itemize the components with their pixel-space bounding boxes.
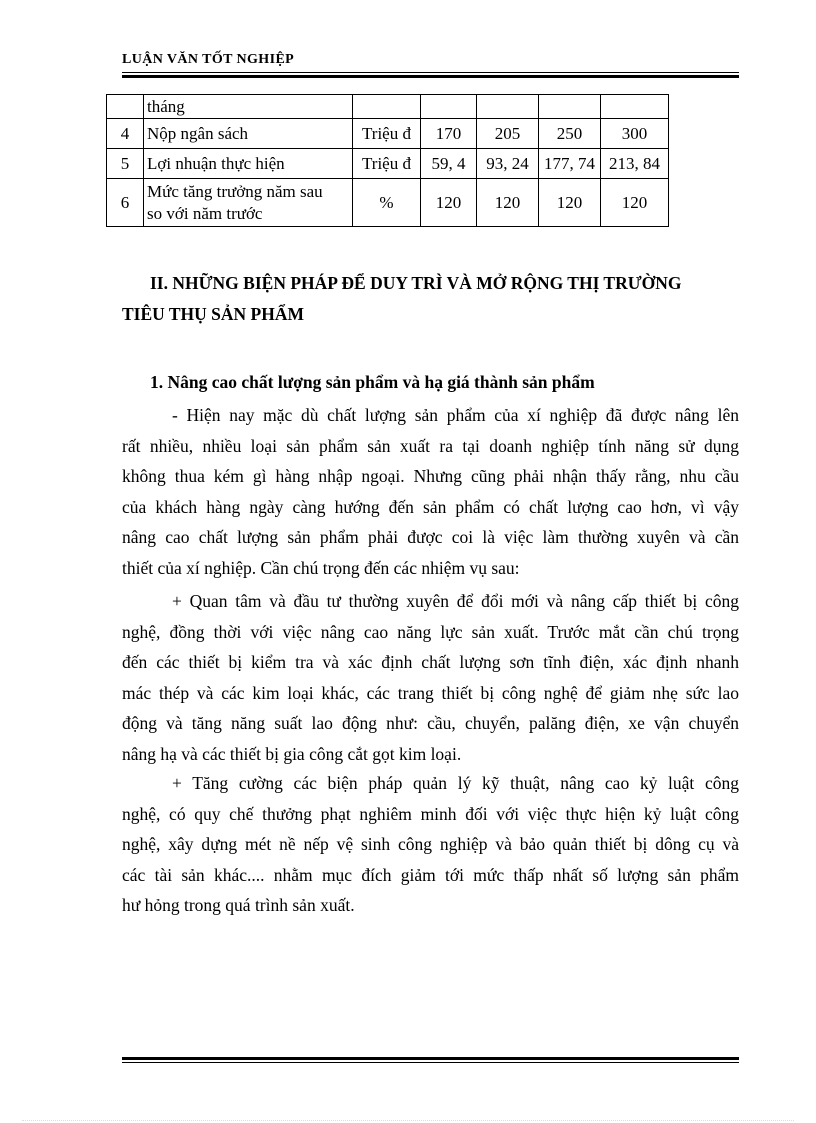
paragraph-1 — [122, 400, 739, 583]
paragraph-line: của khách hàng ngày càng hướng đến sản phẩm có chất lượng cao hơn, vì vậy — [122, 496, 739, 517]
subsection-heading: 1. Nâng cao chất lượng sản phẩm và hạ giá thành sản phẩm — [150, 372, 595, 392]
table-row — [107, 149, 737, 179]
unit-cell — [353, 95, 421, 119]
item-line: Mức tăng trưởng năm sau — [147, 181, 323, 201]
paragraph-line: động và tăng năng suất lao động như: cầu, chuyển, palăng điện, xe vận chuyển — [122, 713, 739, 733]
value-cell: 213, 84 — [601, 149, 669, 179]
paragraph-line: nâng cao chất lượng sản phẩm phải được coi là việc làm thường xuyên và cần — [122, 527, 739, 547]
paragraph-line: mác thép và các kim loại khác, các trang thiết bị công nghệ để giảm nhẹ sức lao — [122, 682, 739, 703]
paragraph-line: - Hiện nay mặc dù chất lượng sản phẩm của xí nghiệp đã được nâng lên — [172, 405, 739, 425]
paragraph-line: rất nhiều, nhiều loại sản phẩm sản xuất ra tại doanh nghiệp tính năng sử dụng — [122, 435, 739, 456]
section-heading: II. NHỮNG BIỆN PHÁP ĐỂ DUY TRÌ VÀ MỞ RỘNG THỊ TRƯỜNG — [150, 273, 682, 293]
unit-cell: Triệu đ — [353, 149, 421, 179]
value-cell — [601, 95, 669, 119]
value-cell — [477, 95, 539, 119]
value-cell: 120 — [601, 179, 669, 227]
paragraph-line: hư hỏng trong quá trình sản xuất. — [122, 895, 355, 915]
row-number-cell: 5 — [107, 149, 144, 179]
paragraph-line: thiết của xí nghiệp. Cần chú trọng đến các nhiệm vụ sau: — [122, 557, 520, 578]
paragraph-line: nghệ, có quy chế thưởng phạt nghiêm minh đối với việc thực hiện kỷ luật công — [122, 803, 739, 824]
header-rule-thin — [122, 72, 739, 73]
unit-cell: Triệu đ — [353, 119, 421, 149]
paragraph-2 — [122, 586, 739, 769]
item-cell — [144, 149, 353, 179]
item-cell — [144, 179, 353, 227]
value-cell: 93, 24 — [477, 149, 539, 179]
value-cell: 300 — [601, 119, 669, 149]
table-row — [107, 179, 737, 227]
item-line: Lợi nhuận thực hiện — [147, 153, 285, 173]
item-line: tháng — [147, 96, 185, 116]
item-cell — [144, 119, 353, 149]
value-cell: 170 — [421, 119, 477, 149]
row-number-cell — [107, 95, 144, 119]
footer-rule-thick — [122, 1057, 739, 1060]
paragraph-line: nâng hạ và các thiết bị gia công cắt gọt kim loại. — [122, 743, 462, 764]
paragraph-line: nghệ, xây dựng mét nề nếp vệ sinh công nghiệp và bảo quản thiết bị dông cụ và — [122, 834, 739, 854]
item-cell — [144, 95, 353, 119]
table-row — [107, 119, 737, 149]
item-line: so với năm trước — [147, 203, 263, 223]
value-cell: 120 — [421, 179, 477, 227]
paragraph-line: + Tăng cường các biện pháp quản lý kỹ thuật, nâng cao kỷ luật công — [172, 773, 739, 793]
value-cell: 120 — [539, 179, 601, 227]
page-edge-dots — [22, 1120, 794, 1121]
paragraph-line: đến các thiết bị kiểm tra và xác định chất lượng sơn tĩnh điện, xác định nhanh — [122, 652, 739, 672]
paragraph-line: không thua kém gì hàng nhập ngoại. Nhưng cũng phải nhận thấy rằng, nhu cầu — [122, 466, 739, 486]
paragraph-line: + Quan tâm và đầu tư thường xuyên để đổi mới và nâng cấp thiết bị công — [172, 591, 739, 611]
paragraph-line: nghệ, đồng thời với việc nâng cao năng lực sản xuất. Trước mắt cần chú trọng — [122, 621, 739, 642]
section-heading-cont: TIÊU THỤ SẢN PHẨM — [122, 304, 304, 324]
value-cell: 59, 4 — [421, 149, 477, 179]
value-cell: 120 — [477, 179, 539, 227]
value-cell: 250 — [539, 119, 601, 149]
value-cell — [421, 95, 477, 119]
data-table — [106, 94, 737, 227]
page-header-title: LUẬN VĂN TỐT NGHIỆP — [122, 52, 295, 67]
value-cell: 205 — [477, 119, 539, 149]
table-row — [107, 95, 737, 119]
paragraph-3 — [122, 768, 739, 921]
item-line: Nộp ngân sách — [147, 123, 249, 143]
value-cell: 177, 74 — [539, 149, 601, 179]
header-rule-thick — [122, 75, 739, 78]
value-cell — [539, 95, 601, 119]
paragraph-line: các tài sản khác.... nhằm mục đích giảm tới mức thấp nhất số lượng sản phẩm — [122, 864, 739, 885]
footer-rule-thin — [122, 1062, 739, 1063]
row-number-cell: 4 — [107, 119, 144, 149]
unit-cell: % — [353, 179, 421, 227]
row-number-cell: 6 — [107, 179, 144, 227]
